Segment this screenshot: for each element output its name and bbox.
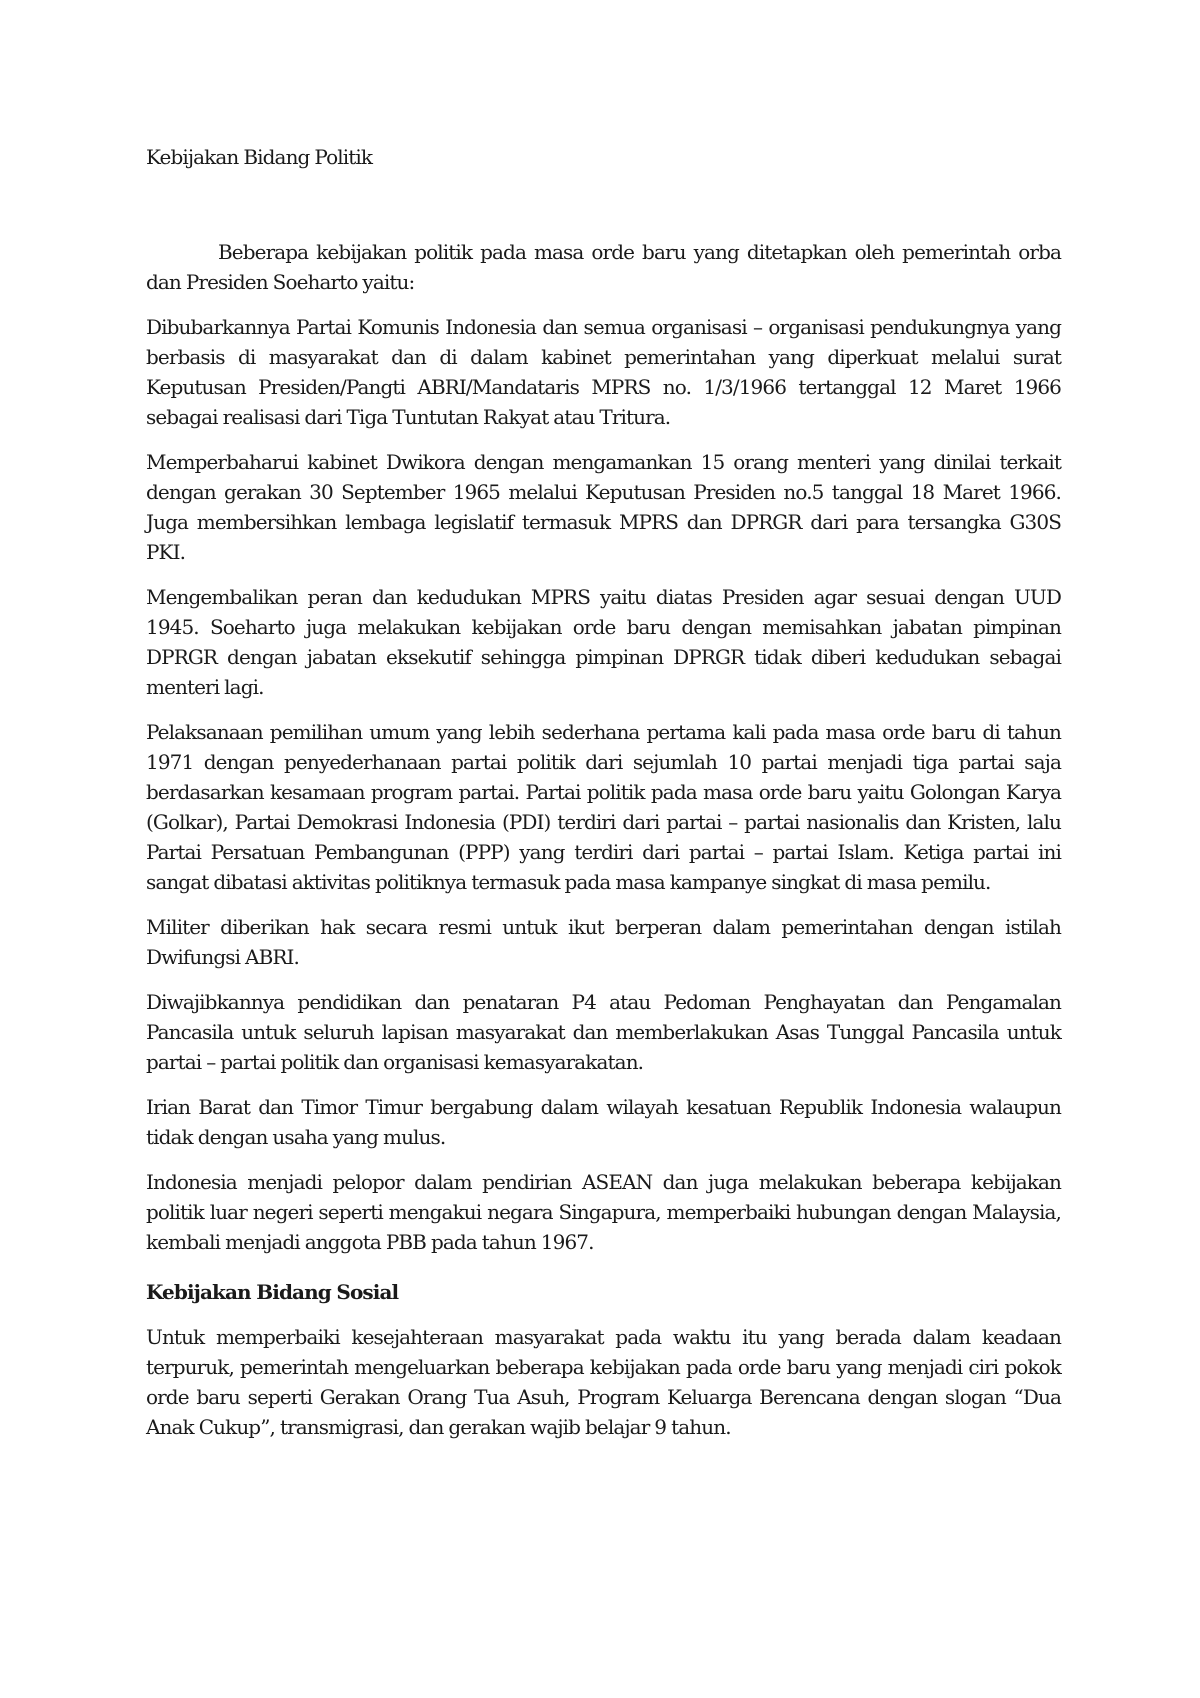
paragraph-p4: Diwajibkannya pendidikan dan penataran P4 atau Pedoman Penghayatan dan Pengamalan Pancasila untuk seluruh lapisan masyarakat dan memberlakukan Asas Tunggal Pancasila untuk partai – partai politik dan organisasi kemasyarakatan.: [146, 990, 1061, 1074]
paragraph-pki-dissolution: Dibubarkannya Partai Komunis Indonesia dan semua organisasi – organisasi pendukungnya yang berbasis di masyarakat dan di dalam kabinet pemerintahan yang diperkuat melalui surat Keputusan Presiden/Pangti ABRI/Mandataris MPRS no. 1/3/1966 tertanggal 12 Maret 1966 sebagai realisasi dari Tiga Tuntutan Rakyat atau Tritura.: [146, 315, 1061, 429]
paragraph-asean: Indonesia menjadi pelopor dalam pendirian ASEAN dan juga melakukan beberapa kebijakan politik luar negeri seperti mengakui negara Singapura, memperbaiki hubungan dengan Malaysia, kembali menjadi anggota PBB pada tahun 1967.: [146, 1170, 1061, 1254]
document-body: [146, 142, 1061, 1442]
paragraph-irian-timor: Irian Barat dan Timor Timur bergabung dalam wilayah kesatuan Republik Indonesia walaupun tidak dengan usaha yang mulus.: [146, 1095, 1061, 1149]
page-title: Kebijakan Bidang Politik: [146, 145, 373, 169]
paragraph-kabinet-dwikora: Memperbaharui kabinet Dwikora dengan mengamankan 15 orang menteri yang dinilai terkait dengan gerakan 30 September 1965 melalui Keputusan Presiden no.5 tanggal 18 Maret 1966. Juga membersihkan lembaga legislatif termasuk MPRS dan DPRGR dari para tersangka G30S PKI.: [146, 450, 1061, 564]
paragraph-mprs-role: Mengembalikan peran dan kedudukan MPRS yaitu diatas Presiden agar sesuai dengan UUD 1945. Soeharto juga melakukan kebijakan orde baru dengan memisahkan jabatan pimpinan DPRGR dengan jabatan eksekutif sehingga pimpinan DPRGR tidak diberi kedudukan sebagai menteri lagi.: [146, 585, 1061, 699]
paragraph-sosial: Untuk memperbaiki kesejahteraan masyarakat pada waktu itu yang berada dalam keadaan terpuruk, pemerintah mengeluarkan beberapa kebijakan pada orde baru yang menjadi ciri pokok orde baru seperti Gerakan Orang Tua Asuh, Program Keluarga Berencana dengan slogan “Dua Anak Cukup”, transmigrasi, dan gerakan wajib belajar 9 tahun.: [146, 1325, 1061, 1439]
paragraph-dwifungsi-abri: Militer diberikan hak secara resmi untuk ikut berperan dalam pemerintahan dengan istilah Dwifungsi ABRI.: [146, 915, 1061, 969]
paragraph-pemilu: Pelaksanaan pemilihan umum yang lebih sederhana pertama kali pada masa orde baru di tahun 1971 dengan penyederhanaan partai politik dari sejumlah 10 partai menjadi tiga partai saja berdasarkan kesamaan program partai. Partai politik pada masa orde baru yaitu Golongan Karya (Golkar), Partai Demokrasi Indonesia (PDI) terdiri dari partai – partai nasionalis dan Kristen, lalu Partai Persatuan Pembangunan (PPP) yang terdiri dari partai – partai Islam. Ketiga partai ini sangat dibatasi aktivitas politiknya termasuk pada masa kampanye singkat di masa pemilu.: [146, 720, 1061, 894]
intro-paragraph: Beberapa kebijakan politik pada masa orde baru yang ditetapkan oleh pemerintah orba dan Presiden Soeharto yaitu:: [146, 240, 1061, 294]
section-heading-sosial: Kebijakan Bidang Sosial: [146, 1280, 399, 1304]
